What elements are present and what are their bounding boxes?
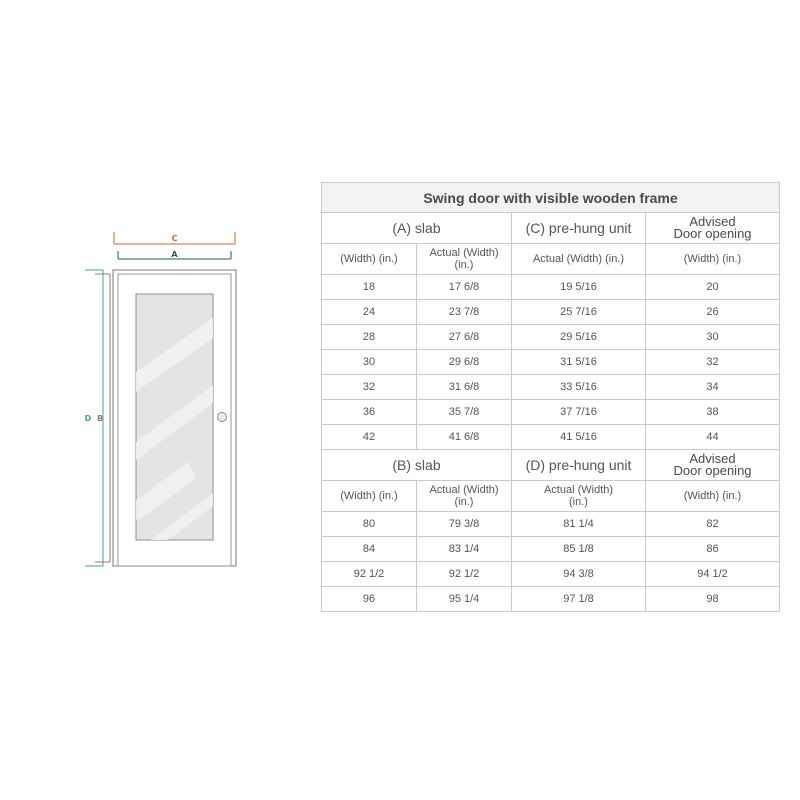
table-row: [322, 350, 780, 375]
table-cell: 28: [322, 325, 417, 350]
table-cell: 95 1/4: [417, 587, 512, 612]
table-cell: 18: [322, 275, 417, 300]
door: [113, 270, 236, 566]
table-cell: 24: [322, 300, 417, 325]
table-row: [322, 325, 780, 350]
table-cell: 19 5/16: [512, 275, 646, 300]
door-knob: [218, 413, 227, 422]
table-cell: 80: [322, 512, 417, 537]
table-cell: 36: [322, 400, 417, 425]
dimension-c-label: C: [171, 234, 178, 243]
table-cell: 20: [646, 275, 780, 300]
table-cell: 31 6/8: [417, 375, 512, 400]
table-cell: 42: [322, 425, 417, 450]
table-cell: 94 3/8: [512, 562, 646, 587]
table-cell: 32: [322, 375, 417, 400]
table-cell: 30: [646, 325, 780, 350]
table-cell: 84: [322, 537, 417, 562]
table-cell: 34: [646, 375, 780, 400]
table-cell: 25 7/16: [512, 300, 646, 325]
header-prehung-d: (D) pre-hung unit: [512, 450, 646, 481]
table-cell: 85 1/8: [512, 537, 646, 562]
table-row: [322, 425, 780, 450]
subheader-actual-width: [417, 481, 512, 512]
table-cell: 98: [646, 587, 780, 612]
dimension-a: [118, 250, 231, 259]
advised-label: Advised: [689, 214, 736, 229]
table-cell: 26: [646, 300, 780, 325]
table-cell: 23 7/8: [417, 300, 512, 325]
subheader-actual-width-prehung: [512, 481, 646, 512]
table-cell: 41 5/16: [512, 425, 646, 450]
table-row: [322, 587, 780, 612]
table-cell: 92 1/2: [417, 562, 512, 587]
table-row: [322, 537, 780, 562]
subheader-actual-width: [417, 244, 512, 275]
table-cell: 29 6/8: [417, 350, 512, 375]
subheader-line: (in.): [454, 496, 474, 508]
table-row: [322, 300, 780, 325]
table-cell: 33 5/16: [512, 375, 646, 400]
table-cell: 35 7/8: [417, 400, 512, 425]
table-cell: 38: [646, 400, 780, 425]
header-prehung-c: (C) pre-hung unit: [512, 213, 646, 244]
table-cell: 41 6/8: [417, 425, 512, 450]
table-cell: 86: [646, 537, 780, 562]
table-title: Swing door with visible wooden frame: [322, 183, 780, 213]
size-table: [321, 182, 780, 612]
subheader-actual-width-prehung: Actual (Width) (in.): [512, 244, 646, 275]
header-slab-b: (B) slab: [322, 450, 512, 481]
subheader-opening-width: (Width) (in.): [646, 244, 780, 275]
door-opening-label: Door opening: [673, 463, 752, 478]
table-cell: 27 6/8: [417, 325, 512, 350]
header-advised-opening-width: [646, 213, 780, 244]
subheader-line: Actual (Width): [429, 247, 499, 259]
table-cell: 79 3/8: [417, 512, 512, 537]
subheader-line: Actual (Width): [429, 484, 499, 496]
table-cell: 81 1/4: [512, 512, 646, 537]
subheader-opening-width: (Width) (in.): [646, 481, 780, 512]
table-cell: 29 5/16: [512, 325, 646, 350]
table-cell: 31 5/16: [512, 350, 646, 375]
subheader-width: (Width) (in.): [322, 244, 417, 275]
table-cell: 83 1/4: [417, 537, 512, 562]
subheader-line: (in.): [569, 496, 588, 508]
table-row: [322, 562, 780, 587]
table-cell: 82: [646, 512, 780, 537]
dimension-a-label: A: [171, 250, 178, 259]
subheader-line: (in.): [454, 259, 474, 271]
table-cell: 30: [322, 350, 417, 375]
dimension-c: [114, 232, 235, 244]
table-cell: 32: [646, 350, 780, 375]
dimension-d-label: D: [84, 414, 92, 423]
table-row: [322, 512, 780, 537]
table-cell: 97 1/8: [512, 587, 646, 612]
advised-label: Advised: [689, 451, 736, 466]
dimension-b-label: B: [96, 414, 104, 423]
subheader-line: Actual (Width): [543, 484, 614, 496]
door-opening-label: Door opening: [673, 226, 752, 241]
table-cell: 92 1/2: [322, 562, 417, 587]
table-row: [322, 400, 780, 425]
table-cell: 44: [646, 425, 780, 450]
header-advised-opening-height: [646, 450, 780, 481]
subheader-width: (Width) (in.): [322, 481, 417, 512]
header-slab-a: (A) slab: [322, 213, 512, 244]
table-cell: 96: [322, 587, 417, 612]
table-cell: 94 1/2: [646, 562, 780, 587]
table-row: [322, 375, 780, 400]
table-cell: 37 7/16: [512, 400, 646, 425]
table-cell: 17 6/8: [417, 275, 512, 300]
table-row: [322, 275, 780, 300]
door-diagram: [0, 0, 300, 800]
